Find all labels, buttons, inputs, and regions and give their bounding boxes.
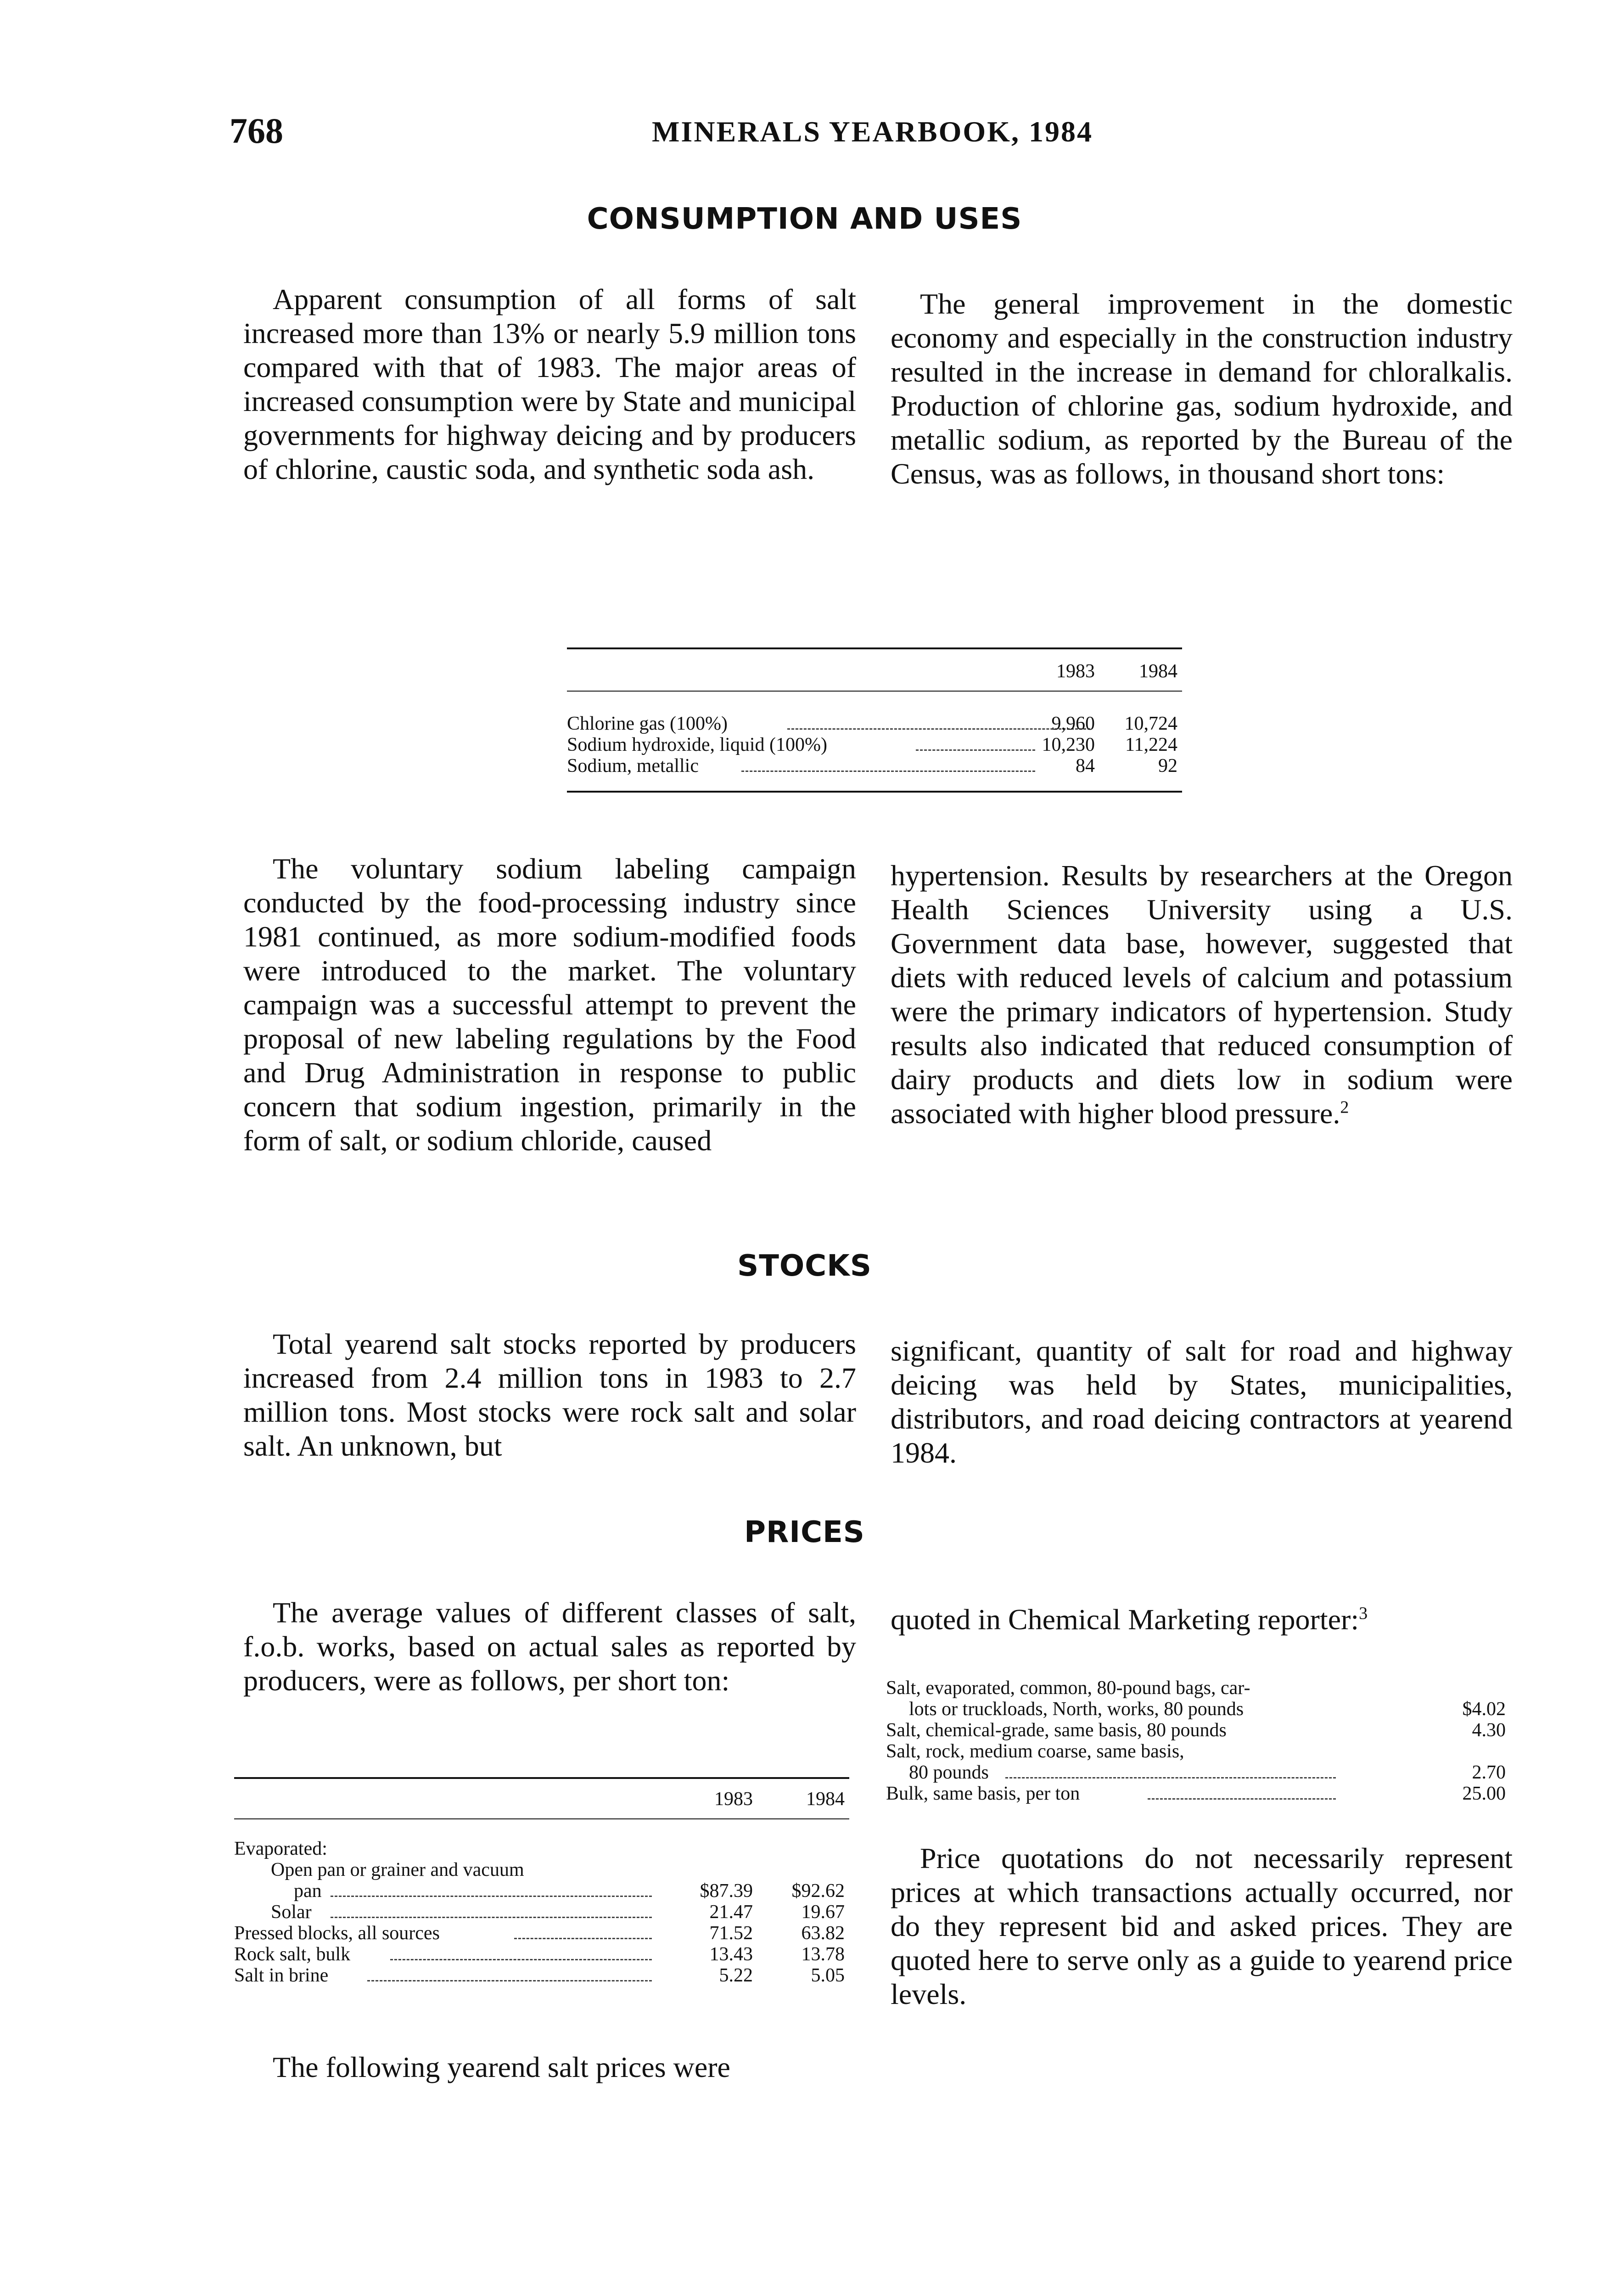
row-label: Chlorine gas (100%) <box>567 713 728 734</box>
prices-right-intro-text: quoted in Chemical Marketing reporter: <box>891 1603 1359 1636</box>
value-1983: 84 <box>1076 755 1095 777</box>
list-item <box>886 1718 1510 1742</box>
footnote-marker: 3 <box>1359 1604 1368 1623</box>
consumption-heading: CONSUMPTION AND USES <box>587 202 1022 236</box>
quote-line-2: lots or truckloads, North, works, 80 pounds <box>909 1699 1244 1720</box>
table-top-rule <box>567 647 1182 649</box>
prices-left-closing: The following yearend salt prices were <box>273 2051 730 2083</box>
value-1984: 5.05 <box>811 1965 845 1986</box>
quote-line-1: Salt, rock, medium coarse, same basis, <box>886 1741 1184 1762</box>
value-1984: 10,724 <box>1124 713 1177 734</box>
table-row <box>234 1879 849 1903</box>
value-1984: 19.67 <box>801 1902 845 1923</box>
col-header-1984: 1984 <box>1139 661 1177 682</box>
quoted-prices-list <box>886 1676 1510 1823</box>
row-label: Open pan or grainer and vacuum <box>271 1859 524 1880</box>
prices-heading: PRICES <box>744 1515 865 1549</box>
value-1984: 13.78 <box>801 1944 845 1965</box>
stocks-heading: STOCKS <box>737 1249 872 1283</box>
quote-price: 2.70 <box>1472 1762 1506 1783</box>
table-bottom-rule <box>567 791 1182 793</box>
labeling-right-text: hypertension. Results by researchers at the Oregon Health Sciences University using a U.S. Government data base, however, suggested that diets with reduced levels of calcium and potassium were the primary indicators of hypertension. Study results also indicated that reduced consumption of dairy products and diets low in sodium were associated with higher blood pressure. <box>891 859 1513 1130</box>
group-label-text: Evaporated: <box>234 1838 327 1859</box>
consumption-right-paragraph: The general improvement in the domestic economy and especially in the construction industry resulted in the increase in demand for chloralkalis. Production of chlorine gas, sodium hydroxide, and metallic sodium, as reported by the Bureau of the Census, was as follows, in thousand short tons: <box>891 287 1513 490</box>
leader-dots <box>1148 1797 1336 1800</box>
quote-line-2: 80 pounds <box>909 1762 989 1783</box>
col-header-1983: 1983 <box>1056 661 1095 682</box>
value-1983: 21.47 <box>709 1902 753 1923</box>
quote-line-1: Salt, evaporated, common, 80-pound bags, car- <box>886 1677 1250 1699</box>
labeling-left-paragraph: The voluntary sodium labeling campaign conducted by the food-processing industry since 1981 continued, as more sodium-modified foods were introduced to the market. The voluntary campaign was a successful attempt to prevent the proposal of new labeling regulations by the Food and Drug Administration in response to public concern that sodium ingestion, primarily in the form of salt, or sodium chloride, caused <box>243 852 856 1157</box>
table-row <box>567 712 1182 736</box>
chloralkali-table <box>567 647 1182 799</box>
quote-price: $4.02 <box>1462 1699 1506 1720</box>
row-label: Rock salt, bulk <box>234 1944 351 1965</box>
average-values-table <box>234 1777 849 2002</box>
leader-dots <box>331 1895 652 1897</box>
table-row <box>234 1900 849 1924</box>
row-label: pan <box>294 1880 322 1902</box>
row-label: Solar <box>271 1902 312 1923</box>
page-number: 768 <box>230 111 283 151</box>
table-row <box>234 1964 849 1987</box>
prices-left-paragraph: The average values of different classes of salt, f.o.b. works, based on actual sales as reported by producers, were as follows, per short ton: <box>243 1596 856 1697</box>
running-title: MINERALS YEARBOOK, 1984 <box>652 115 1093 148</box>
value-1984: 11,224 <box>1125 734 1177 755</box>
row-label: Sodium hydroxide, liquid (100%) <box>567 734 827 755</box>
list-item <box>886 1697 1510 1721</box>
leader-dots <box>390 1958 652 1960</box>
leader-dots <box>1005 1776 1336 1778</box>
list-item <box>886 1761 1510 1784</box>
quote-price: 25.00 <box>1462 1783 1506 1804</box>
value-1983: 10,230 <box>1042 734 1095 755</box>
col-header-1984: 1984 <box>806 1789 845 1810</box>
labeling-right-paragraph <box>891 859 1513 1131</box>
consumption-left-paragraph: Apparent consumption of all forms of salt increased more than 13% or nearly 5.9 million tons compared with that of 1983. The major areas of increased consumption were by State and municipal governments for highway deicing and by producers of chlorine, caustic soda, and synthetic soda ash. <box>243 283 856 485</box>
list-item <box>886 1782 1510 1806</box>
row-label: Sodium, metallic <box>567 755 699 777</box>
value-1983: 9,960 <box>1051 713 1095 734</box>
row-label: Pressed blocks, all sources <box>234 1923 440 1944</box>
leader-dots <box>514 1937 652 1939</box>
stocks-right-paragraph: significant, quantity of salt for road and highway deicing was held by States, municipalities, distributors, and road deicing contractors at yearend 1984. <box>891 1334 1513 1469</box>
prices-right-intro <box>891 1603 1513 1637</box>
value-1984: 92 <box>1158 755 1177 777</box>
value-1983: 13.43 <box>709 1944 753 1965</box>
quote-price: 4.30 <box>1472 1720 1506 1741</box>
value-1984: 63.82 <box>801 1923 845 1944</box>
leader-dots <box>331 1916 652 1918</box>
table-row <box>567 733 1182 757</box>
table-row <box>567 754 1182 778</box>
col-header-1983: 1983 <box>714 1789 753 1810</box>
table-row <box>234 1921 849 1945</box>
prices-right-paragraph: Price quotations do not necessarily represent prices at which transactions actually occurred, nor do they represent bid and asked prices. They are quoted here to serve only as a guide to yearend price levels. <box>891 1842 1513 2010</box>
row-label: Salt in brine <box>234 1965 329 1986</box>
table-header-rule <box>234 1818 849 1819</box>
footnote-marker: 2 <box>1340 1097 1349 1117</box>
leader-dots <box>916 748 1035 751</box>
table-row <box>234 1942 849 1966</box>
value-1984: $92.62 <box>791 1880 845 1902</box>
list-item <box>886 1739 1510 1763</box>
leader-dots <box>367 1979 652 1981</box>
value-1983: 5.22 <box>719 1965 753 1986</box>
quote-line-1: Bulk, same basis, per ton <box>886 1783 1080 1804</box>
table-header-rule <box>567 691 1182 692</box>
value-1983: 71.52 <box>709 1923 753 1944</box>
list-item <box>886 1676 1510 1700</box>
value-1983: $87.39 <box>700 1880 753 1902</box>
table-top-rule <box>234 1777 849 1779</box>
leader-dots <box>741 770 1035 772</box>
stocks-left-paragraph: Total yearend salt stocks reported by producers increased from 2.4 million tons in 1983 to 2.7 million tons. Most stocks were rock salt and solar salt. An unknown, but <box>243 1328 856 1462</box>
quote-line-1: Salt, chemical-grade, same basis, 80 pounds <box>886 1720 1227 1741</box>
